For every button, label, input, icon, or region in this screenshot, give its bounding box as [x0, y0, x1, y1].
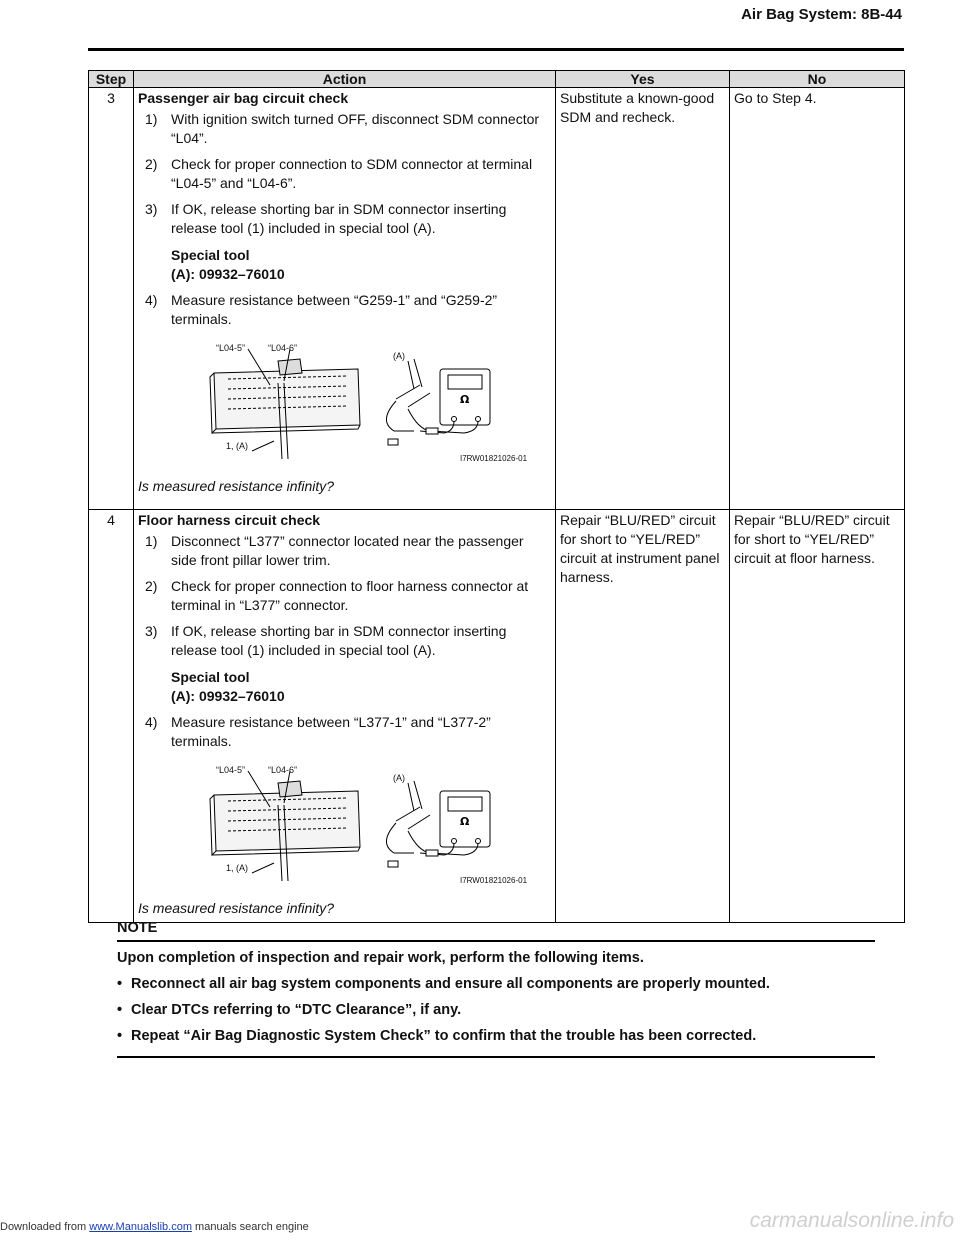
note-box	[117, 920, 875, 1058]
list-item: 3) If OK, release shorting bar in SDM connector inserting release tool (1) included in special tool (A).	[145, 623, 507, 658]
list-item: 4) Measure resistance between “G259-1” and “G259-2” terminals.	[145, 292, 498, 327]
label-l04-5: “L04-5”	[216, 765, 246, 775]
step-number: 4	[89, 510, 134, 923]
manualslib-link[interactable]: www.Manualslib.com	[89, 1221, 192, 1233]
label-l04-6: “L04-6”	[268, 765, 298, 775]
watermark: carmanualsonline.info	[749, 1209, 954, 1232]
connector-ohmmeter-diagram	[208, 339, 538, 477]
table-row	[89, 88, 905, 510]
special-tool: Special tool (A): 09932–76010	[171, 669, 285, 704]
label-1-a: 1, (A)	[226, 863, 249, 873]
col-step: Step	[89, 71, 134, 88]
connector-ohmmeter-diagram	[208, 761, 538, 899]
diagnostic-table	[88, 70, 905, 923]
action-question: Is measured resistance infinity?	[138, 478, 335, 494]
step-number: 3	[89, 88, 134, 510]
action-question: Is measured resistance infinity?	[138, 900, 335, 916]
label-tool-a: (A)	[393, 773, 405, 783]
list-item: 2) Check for proper connection to floor harness connector at terminal in “L377” connector.	[145, 578, 529, 613]
label-l04-6: “L04-6”	[268, 343, 298, 353]
note-heading: NOTE	[117, 920, 158, 936]
label-l04-5: “L04-5”	[216, 343, 246, 353]
list-item: 4) Measure resistance between “L377-1” and “L377-2” terminals.	[145, 714, 491, 749]
list-item: • Reconnect all air bag system components and ensure all components are properly mounted.	[117, 975, 875, 994]
action-cell	[134, 510, 556, 923]
page-header: Air Bag System: 8B-44	[741, 6, 902, 23]
note-list	[117, 975, 875, 1046]
note-intro: Upon completion of inspection and repair work, perform the following items.	[117, 950, 644, 966]
col-action: Action	[134, 71, 556, 88]
action-title: Floor harness circuit check	[138, 512, 321, 528]
action-title: Passenger air bag circuit check	[138, 90, 349, 106]
list-item: 1) With ignition switch turned OFF, disconnect SDM connector “L04”.	[145, 111, 540, 146]
list-item: • Repeat “Air Bag Diagnostic System Check” to confirm that the trouble has been corrected.	[117, 1027, 875, 1046]
download-footer: Downloaded from www.Manualslib.com manuals search engine	[0, 1221, 309, 1233]
no-cell: Go to Step 4.	[730, 88, 905, 510]
col-yes: Yes	[556, 71, 730, 88]
special-tool: Special tool (A): 09932–76010	[171, 247, 285, 282]
col-no: No	[730, 71, 905, 88]
no-cell: Repair “BLU/RED” circuit for short to “YEL/RED” circuit at floor harness.	[730, 510, 905, 923]
svg-text:Ω: Ω	[460, 815, 470, 828]
figure-code: I7RW01821026-01	[460, 876, 528, 885]
list-item: 1) Disconnect “L377” connector located near the passenger side front pillar lower trim.	[145, 533, 524, 568]
note-rule-top	[117, 940, 875, 942]
list-item: • Clear DTCs referring to “DTC Clearance”, if any.	[117, 1001, 875, 1020]
figure-code: I7RW01821026-01	[460, 454, 528, 463]
yes-cell: Substitute a known-good SDM and recheck.	[556, 88, 730, 510]
table-row	[89, 510, 905, 923]
action-cell	[134, 88, 556, 510]
yes-cell: Repair “BLU/RED” circuit for short to “YEL/RED” circuit at instrument panel harness.	[556, 510, 730, 923]
list-item: 3) If OK, release shorting bar in SDM connector inserting release tool (1) included in special tool (A).	[145, 201, 507, 236]
label-1-a: 1, (A)	[226, 441, 249, 451]
table-header-row	[89, 71, 905, 88]
label-tool-a: (A)	[393, 351, 405, 361]
note-rule-bottom	[117, 1056, 875, 1058]
svg-text:Ω: Ω	[460, 393, 470, 406]
list-item: 2) Check for proper connection to SDM connector at terminal “L04-5” and “L04-6”.	[145, 156, 533, 191]
header-rule	[88, 48, 904, 51]
